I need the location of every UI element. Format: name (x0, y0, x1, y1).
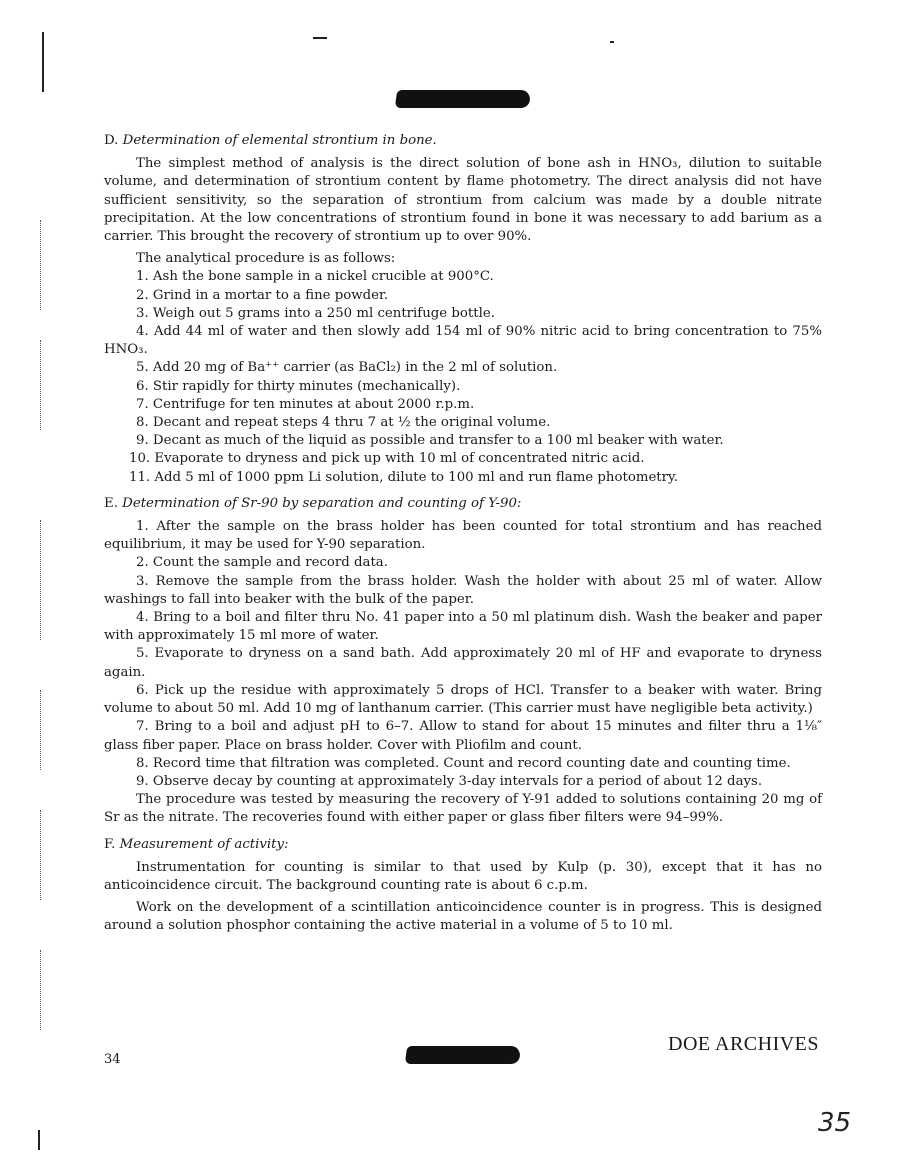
procedure-step: 5. Add 20 mg of Ba⁺⁺ carrier (as BaCl₂) in the 2 ml of solution. (136, 360, 558, 376)
procedure-lead: The analytical procedure is as follows: (136, 251, 396, 267)
margin-dotted-line (40, 810, 41, 900)
section-d-steps (104, 268, 822, 486)
procedure-step: 4. Bring to a boil and filter thru No. 41 paper into a 50 ml platinum dish. Wash the beaker and paper with approximately 15 ml more of water. (104, 610, 822, 644)
procedure-step: 9. Decant as much of the liquid as possible and transfer to a 100 ml beaker with water. (136, 433, 724, 449)
procedure-step: 9. Observe decay by counting at approximately 3-day intervals for a period of about 12 days. (136, 773, 763, 789)
procedure-step: 3. Weigh out 5 grams into a 250 ml centrifuge bottle. (136, 305, 495, 321)
procedure-step: 6. Pick up the residue with approximately 5 drops of HCl. Transfer to a beaker with water. Bring volume to about 50 ml. Add 10 mg of lanthanum carrier. (This carrier must have negligible beta activity.) (104, 682, 822, 717)
section-e-heading: E. Determination of Sr-90 by separation and counting of Y-90: (104, 495, 522, 511)
scan-speck (313, 37, 327, 39)
margin-mark (42, 32, 44, 92)
document-body (104, 132, 822, 936)
margin-mark (38, 1130, 40, 1150)
page-number: 34 (104, 1052, 121, 1067)
procedure-step: 8. Record time that filtration was completed. Count and record counting date and counting time. (136, 755, 791, 771)
procedure-step: 5. Evaporate to dryness on a sand bath. Add approximately 20 ml of HF and evaporate to dryness again. (104, 646, 822, 680)
scan-speck (610, 41, 614, 43)
section-f-heading: F. Measurement of activity: (104, 836, 289, 852)
margin-dotted-line (40, 520, 41, 640)
procedure-step: 11. Add 5 ml of 1000 ppm Li solution, dilute to 100 ml and run flame photometry. (129, 469, 678, 485)
procedure-step: 4. Add 44 ml of water and then slowly add 154 ml of 90% nitric acid to bring concentration to 75% HNO₃. (104, 324, 822, 358)
procedure-step: 10. Evaporate to dryness and pick up with 10 ml of concentrated nitric acid. (129, 451, 645, 467)
procedure-step: 2. Count the sample and record data. (136, 555, 388, 571)
margin-dotted-line (40, 690, 41, 770)
archive-stamp: DOE ARCHIVES (668, 1033, 820, 1055)
section-e-closing: The procedure was tested by measuring the recovery of Y-91 added to solutions containing 20 mg of Sr as the nitrate. The recoveries found with either paper or glass fiber filters were 94–99%. (104, 792, 822, 826)
procedure-step: 2. Grind in a mortar to a fine powder. (136, 287, 389, 303)
redacted-classification-stamp-top (395, 90, 532, 108)
section-d-intro: The simplest method of analysis is the direct solution of bone ash in HNO₃, dilution to suitable volume, and determination of strontium content by flame photometry. The direct analysis did not have sufficient sensitivity, so the separation of strontium from calcium was made by a double nitrate precipitation. At the low concentrations of strontium found in bone it was necessary to add barium as a carrier. This brought the recovery of strontium up to over 90%. (104, 156, 822, 245)
margin-dotted-line (40, 340, 41, 430)
section-e-steps (104, 518, 822, 791)
redacted-classification-stamp-bottom (405, 1046, 522, 1064)
procedure-step: 7. Bring to a boil and adjust pH to 6–7. Allow to stand for about 15 minutes and filter thru a 1⅛″ glass fiber paper. Place on brass holder. Cover with Pliofilm and count. (104, 719, 822, 753)
procedure-step: 6. Stir rapidly for thirty minutes (mechanically). (136, 378, 461, 394)
handwritten-page-number: 35 (818, 1108, 852, 1138)
procedure-step: 8. Decant and repeat steps 4 thru 7 at ½ the original volume. (136, 415, 551, 431)
section-d-heading: D. Determination of elemental strontium in bone. (104, 133, 437, 148)
margin-dotted-line (40, 220, 41, 310)
procedure-step: 1. Ash the bone sample in a nickel crucible at 900°C. (136, 269, 494, 285)
margin-dotted-line (40, 950, 41, 1030)
section-f-para-2: Work on the development of a scintillation anticoincidence counter is in progress. This is designed around a solution phosphor containing the active material in a volume of 5 to 10 ml. (104, 900, 822, 934)
procedure-step: 3. Remove the sample from the brass holder. Wash the holder with about 25 ml of water. Allow washings to fall into beaker with the bulk of the paper. (104, 573, 823, 607)
procedure-step: 7. Centrifuge for ten minutes at about 2000 r.p.m. (136, 396, 475, 412)
section-f-para-1: Instrumentation for counting is similar to that used by Kulp (p. 30), except that it has no anticoincidence circuit. The background counting rate is about 6 c.p.m. (104, 859, 822, 893)
procedure-step: 1. After the sample on the brass holder has been counted for total strontium and has reached equilibrium, it may be used for Y-90 separation. (104, 519, 822, 553)
